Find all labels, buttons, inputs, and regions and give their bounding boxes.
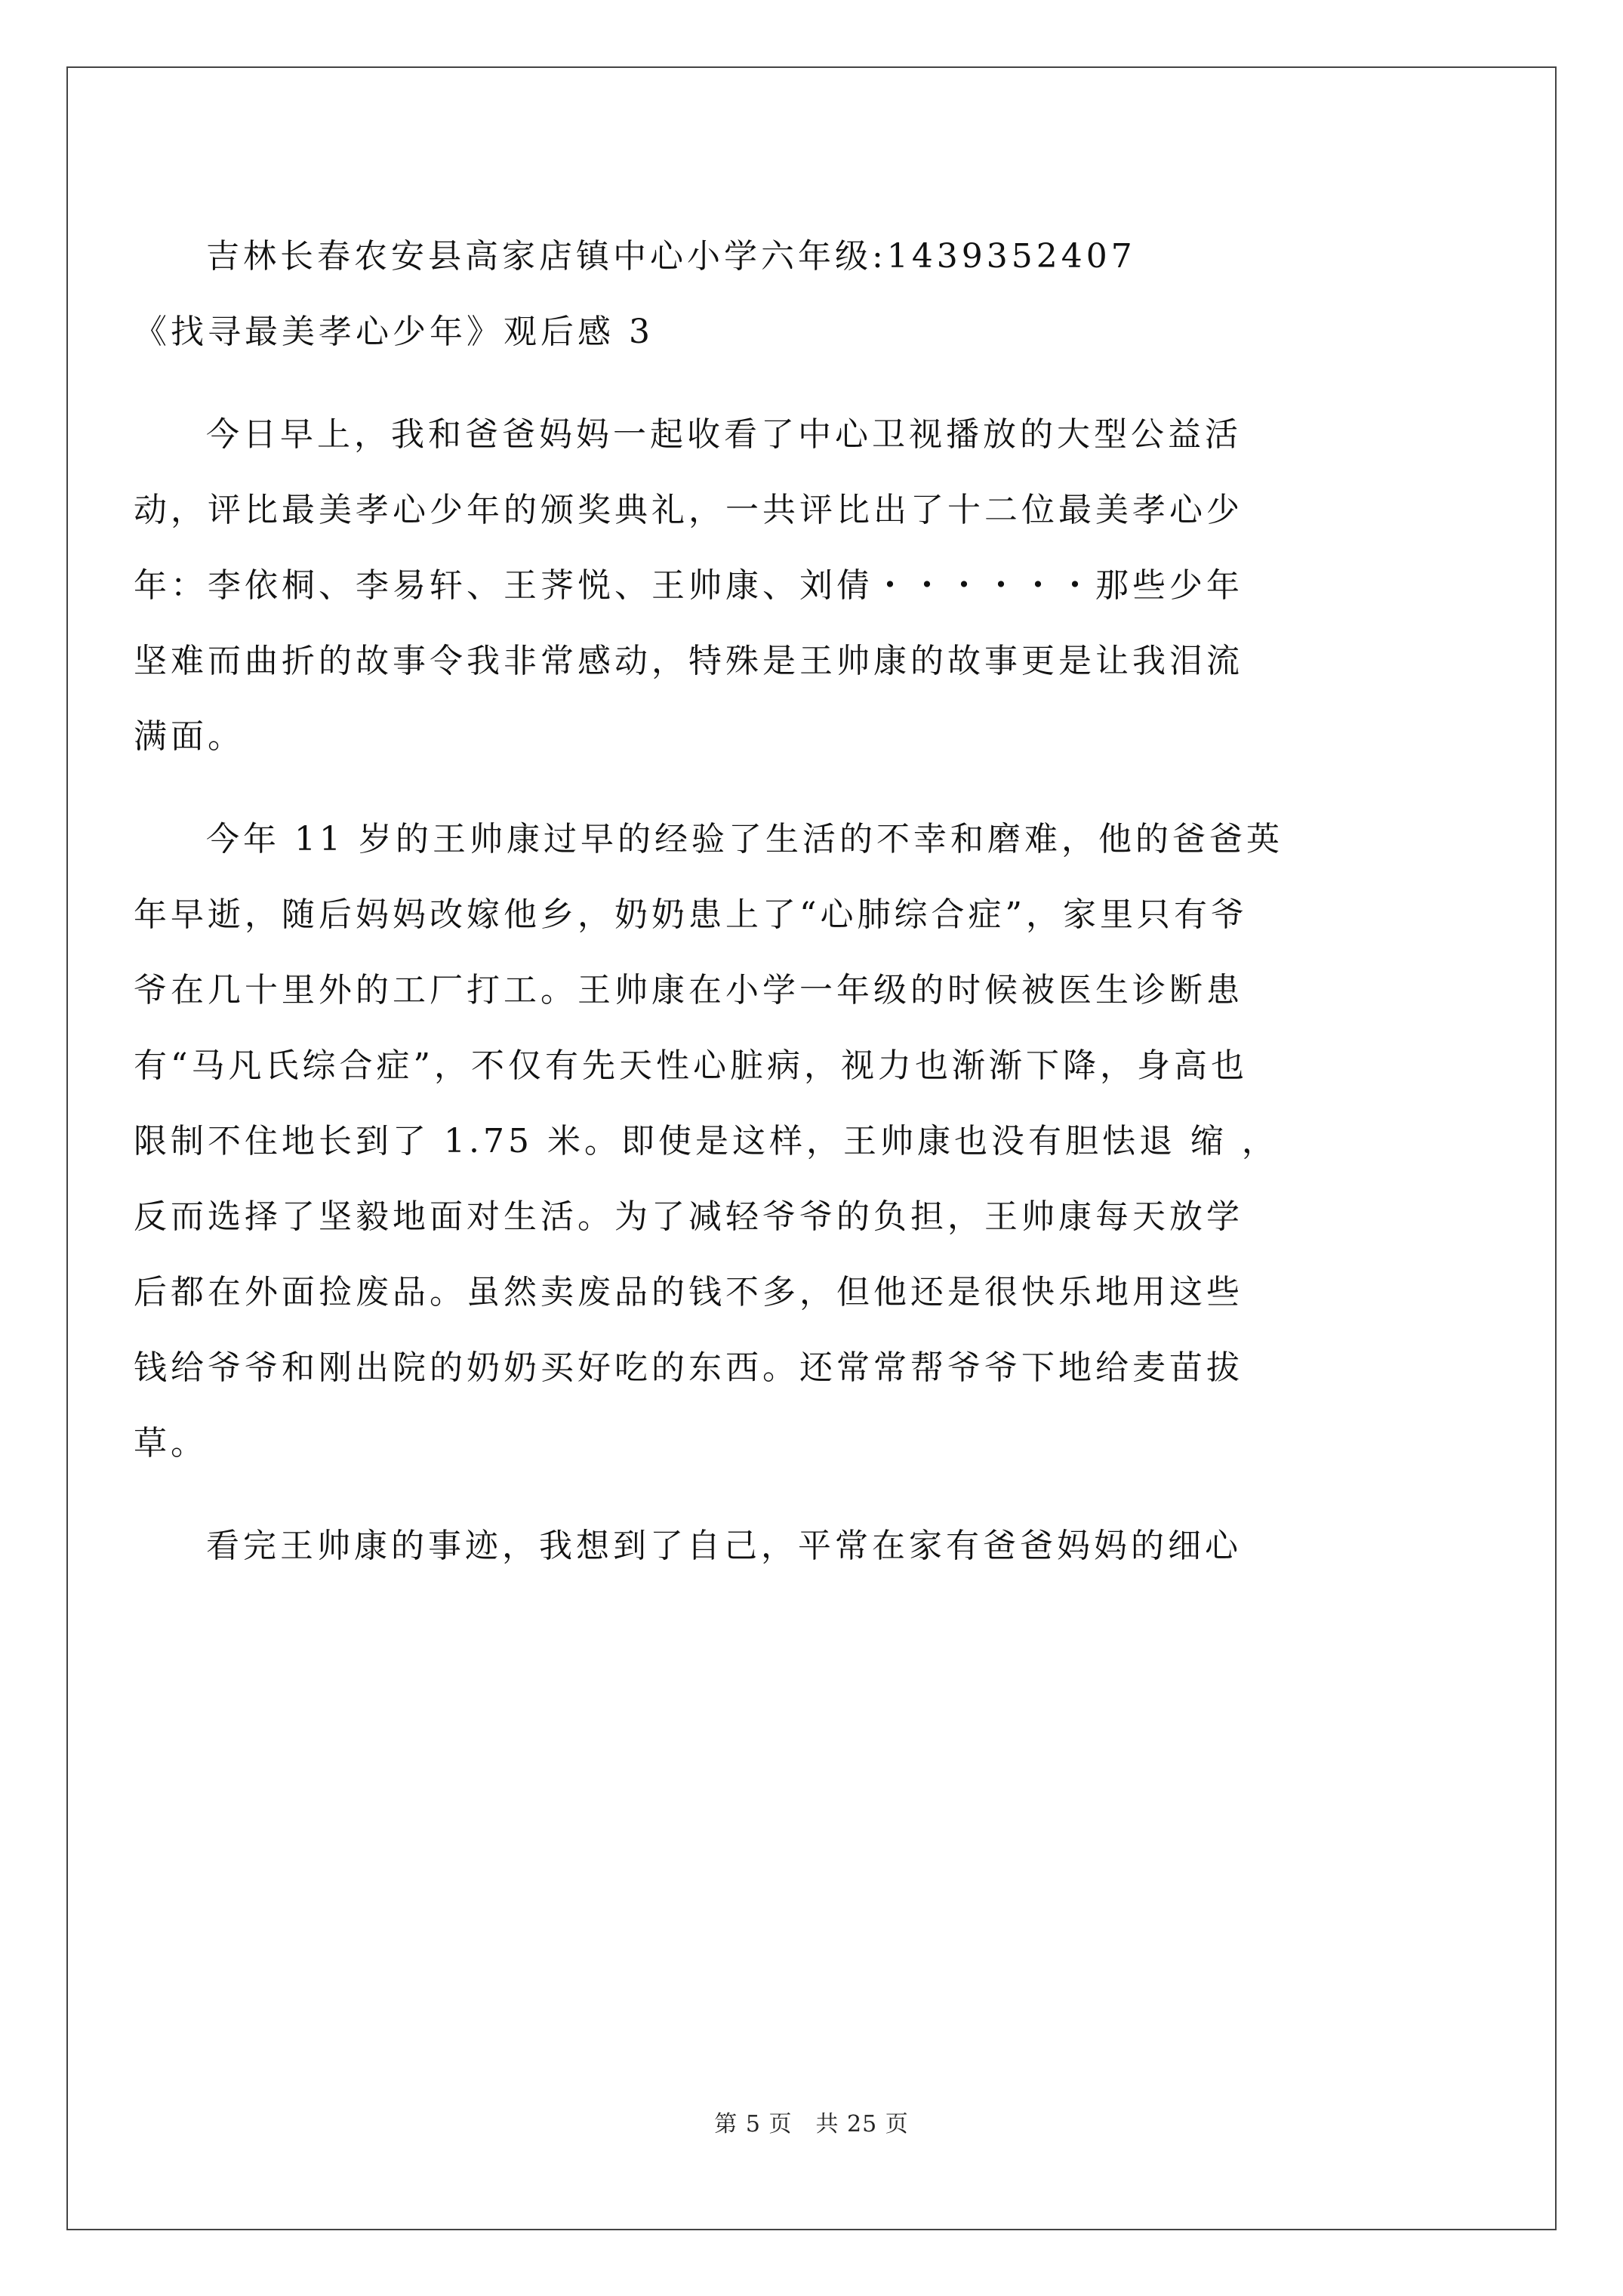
school-header: [134, 219, 1419, 294]
text-line: 年：李依桐、李易轩、王荠悦、王帅康、刘倩・・・・・・那些少年: [134, 566, 1243, 605]
text-line: 今日早上，我和爸爸妈妈一起收看了中心卫视播放的大型公益活: [206, 415, 1242, 454]
text-line: 吉林长春农安县高家店镇中心小学六年级:1439352407: [206, 237, 1136, 276]
essay-title: [134, 294, 1419, 370]
text-line: 限制不住地长到了 1.75 米。即使是这样，王帅康也没有胆怯退 缩 ，: [134, 1122, 1279, 1160]
text-line: 动，评比最美孝心少年的颁奖典礼，一共评比出了十二位最美孝心少: [134, 491, 1243, 529]
text-line: 今年 11 岁的王帅康过早的经验了生活的不幸和磨难，他的爸爸英: [206, 820, 1283, 858]
paragraph: [134, 802, 1419, 1481]
text-line: 钱给爷爷和刚出院的奶奶买好吃的东西。还常常帮爷爷下地给麦苗拔: [134, 1348, 1243, 1387]
paragraph: [134, 1509, 1419, 1584]
document-body: [134, 219, 1419, 1584]
text-line: 草。: [134, 1424, 208, 1462]
text-line: 有“马凡氏综合症”，不仅有先天性心脏病，视力也渐渐下降，身高也: [134, 1046, 1248, 1085]
text-line: 《找寻最美孝心少年》观后感 3: [134, 313, 654, 351]
text-line: 年早逝，随后妈妈改嫁他乡，奶奶患上了“心肺综合症”，家里只有爷: [134, 895, 1248, 934]
text-line: 坚难而曲折的故事令我非常感动，特殊是王帅康的故事更是让我泪流: [134, 642, 1243, 680]
text-line: 爷在几十里外的工厂打工。王帅康在小学一年级的时候被医生诊断患: [134, 971, 1243, 1009]
page-number: 第 5 页 共 25 页: [714, 2111, 909, 2137]
text-line: 后都在外面捡废品。虽然卖废品的钱不多，但他还是很快乐地用这些: [134, 1273, 1243, 1311]
text-line: 反而选择了坚毅地面对生活。为了减轻爷爷的负担，王帅康每天放学: [134, 1197, 1243, 1236]
paragraph: [134, 397, 1419, 775]
page-footer: [0, 2105, 1623, 2138]
text-line: 满面。: [134, 717, 245, 756]
text-line: 看完王帅康的事迹，我想到了自己，平常在家有爸爸妈妈的细心: [206, 1527, 1242, 1565]
